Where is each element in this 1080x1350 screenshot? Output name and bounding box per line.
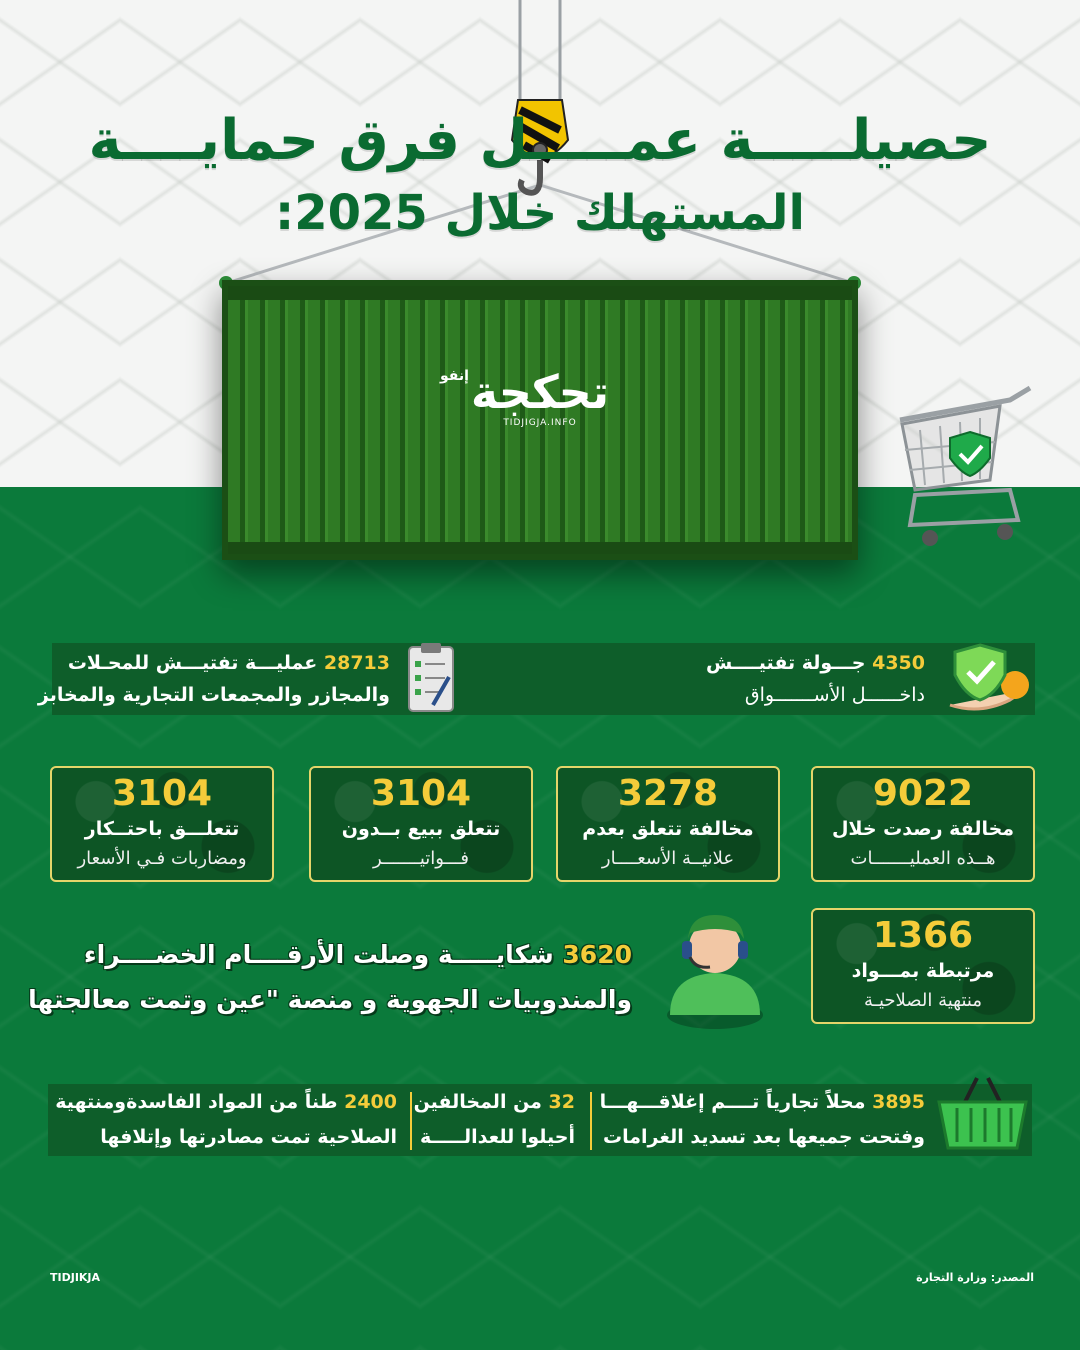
stat-closures <box>600 1091 925 1113</box>
stat-inspections-line1: عمليـــة تفتيـــش للمحـلات <box>67 652 324 674</box>
stat-referred-line2: أحيلوا للعدالـــــة <box>420 1126 575 1148</box>
stat-rounds <box>706 652 925 674</box>
stat-destroyed <box>55 1091 397 1113</box>
card-monopoly <box>50 766 274 882</box>
card-line1: مخالفة تتعلق بعدم <box>582 818 754 840</box>
stat-closures-line1: محلاً تجارياً تــــم إغلاقـــهـــا <box>599 1091 873 1113</box>
stat-complaints-number: 3620 <box>562 940 632 969</box>
card-violations-total <box>811 766 1035 882</box>
stat-referred-line1: من المخالفين <box>413 1091 549 1113</box>
divider <box>410 1092 412 1150</box>
clipboard-icon <box>405 641 457 715</box>
card-number: 1366 <box>872 915 974 956</box>
stat-complaints-line1: شكايـــــة وصلت الأرقــــام الخضــــراء <box>83 940 563 969</box>
card-line2: هــذه العمليـــــــات <box>850 848 996 869</box>
stat-destroyed-number: 2400 <box>344 1091 397 1113</box>
stat-rounds-number: 4350 <box>872 652 925 674</box>
headline-line-1: حصيلـــــة عمـــــل فرق حمايــــة <box>88 108 992 173</box>
card-number: 3278 <box>617 773 719 814</box>
stat-closures-line2: وفتحت جميعها بعد تسديد الغرامات <box>603 1126 925 1148</box>
brand-footer: TIDJIKJA <box>50 1271 101 1284</box>
card-line2: منتهية الصلاحيـة <box>864 990 982 1011</box>
headline-line-2: المستهلك خلال 2025: <box>275 185 805 241</box>
stat-rounds-line2: داخــــــل الأســـــــواق <box>744 684 925 706</box>
site-logo <box>440 365 640 438</box>
card-expired-goods <box>811 908 1035 1024</box>
stat-referred <box>414 1091 575 1113</box>
card-no-invoice <box>309 766 533 882</box>
card-line2: فـــواتيـــــــر <box>372 848 469 869</box>
card-line1: تتعلق ببيع بــدون <box>341 818 501 840</box>
shield-hand-icon <box>940 640 1040 720</box>
card-line1: تتعلـــق باحتــكار <box>84 818 240 840</box>
card-line2: علانيــة الأسعــــار <box>601 848 735 869</box>
logo-url-text: TIDJIGJA.INFO <box>503 418 577 428</box>
stat-closures-number: 3895 <box>872 1091 925 1113</box>
source-credit: المصدر: وزارة التجارة <box>916 1271 1034 1284</box>
call-center-agent-icon <box>660 905 770 1030</box>
shopping-basket-icon <box>935 1076 1030 1154</box>
card-line2: ومضاربات فـي الأسعار <box>77 848 247 869</box>
card-line1: مخالفة رصدت خلال <box>831 818 1015 840</box>
shopping-cart-shield-icon <box>890 380 1040 550</box>
stat-destroyed-line1: طناً من المواد الفاسدةومنتهية <box>55 1091 345 1113</box>
stat-complaints-line2: والمندوبيات الجهوية و منصة "عين وتمت معالجتها <box>28 985 632 1014</box>
card-number: 3104 <box>111 773 213 814</box>
stat-inspections-line2: والمجازر والمجمعات التجارية والمخابز <box>37 684 390 706</box>
card-price-display <box>556 766 780 882</box>
divider <box>590 1092 592 1150</box>
logo-small-text: إنفو <box>440 368 469 384</box>
card-number: 3104 <box>370 773 472 814</box>
stat-complaints <box>84 940 632 969</box>
stat-destroyed-line2: الصلاحية تمت مصادرتها وإتلافها <box>100 1126 397 1148</box>
stat-rounds-line1: جـــولة تفتيــــش <box>705 652 873 674</box>
card-number: 9022 <box>872 773 974 814</box>
stat-inspections <box>68 652 390 674</box>
stat-referred-number: 32 <box>548 1091 575 1113</box>
stat-inspections-number: 28713 <box>323 652 390 674</box>
logo-main-text: تحكجة <box>470 365 610 419</box>
card-line1: مرتبطة بمـــواد <box>851 960 995 982</box>
